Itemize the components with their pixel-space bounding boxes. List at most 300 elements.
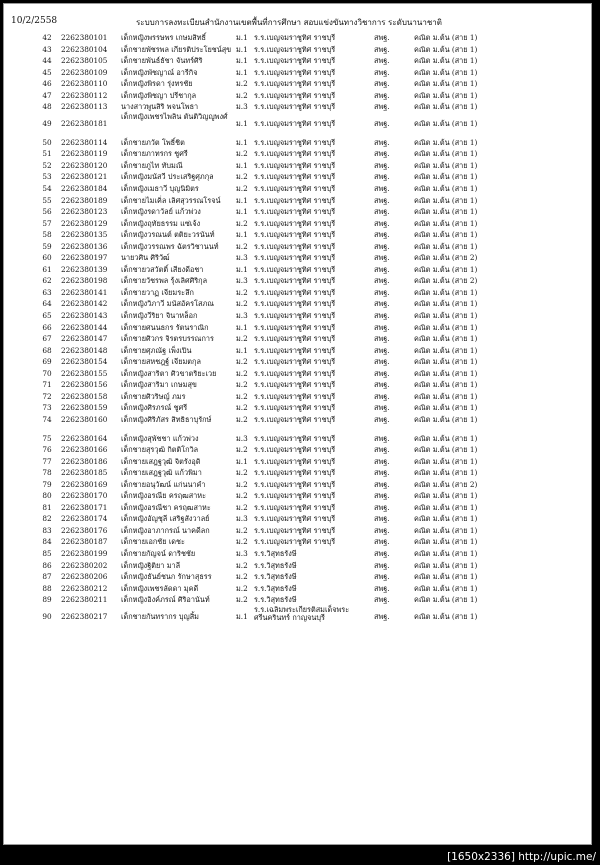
student-id: 2262380181 bbox=[61, 118, 108, 128]
student-id: 2262380136 bbox=[61, 241, 108, 251]
student-id: 2262380114 bbox=[61, 137, 108, 147]
class-level: ม.2 bbox=[236, 583, 248, 593]
class-level: ม.2 bbox=[236, 537, 248, 547]
subject-level: คณิต ม.ต้น (สาย 1) bbox=[414, 311, 478, 321]
area-office: สพฐ. bbox=[374, 230, 390, 240]
student-id: 2262380156 bbox=[61, 380, 108, 390]
student-name: เด็กหญิงเพชรไพลิน ตันติวิญญูพงศ์ bbox=[121, 111, 228, 121]
class-level: ม.2 bbox=[236, 391, 248, 401]
area-office: สพฐ. bbox=[374, 33, 390, 42]
student-id: 2262380176 bbox=[61, 525, 108, 535]
row-number: 66 bbox=[42, 322, 52, 332]
row-number: 84 bbox=[42, 537, 52, 547]
student-id: 2262380160 bbox=[61, 414, 108, 424]
subject-level: คณิต ม.ต้น (สาย 1) bbox=[414, 207, 478, 217]
class-level: ม.3 bbox=[236, 253, 248, 263]
subject-level: คณิต ม.ต้น (สาย 1) bbox=[414, 583, 478, 593]
student-name: เด็กชายวสวัตติ์ เสียงดีอชา bbox=[121, 264, 204, 274]
school-name: ร.ร.เบญจมราชูทิศ ราชบุรี bbox=[254, 118, 336, 128]
subject-level: คณิต ม.ต้น (สาย 1) bbox=[414, 160, 478, 170]
student-name: เด็กชายวาฏ เจียมระลึก bbox=[121, 287, 194, 297]
row-number: 74 bbox=[42, 414, 52, 424]
school-name: ร.ร.เบญจมราชูทิศ ราชบุรี bbox=[254, 276, 336, 286]
school-name: ร.ร.เบญจมราชูทิศ ราชบุรี bbox=[254, 299, 336, 309]
class-level: ม.2 bbox=[236, 79, 248, 89]
school-name: ร.ร.เบญจมราชูทิศ ราชบุรี bbox=[254, 514, 336, 524]
area-office: สพฐ. bbox=[374, 414, 390, 424]
subject-level: คณิต ม.ต้น (สาย 1) bbox=[414, 380, 478, 390]
class-level: ม.1 bbox=[236, 160, 248, 170]
school-name: ร.ร.เบญจมราชูทิศ ราชบุรี bbox=[254, 445, 336, 455]
area-office: สพฐ. bbox=[374, 525, 390, 535]
class-level: ม.1 bbox=[236, 345, 248, 355]
student-id: 2262380155 bbox=[61, 368, 108, 378]
student-id: 2262380148 bbox=[61, 345, 108, 355]
area-office: สพฐ. bbox=[374, 207, 390, 217]
subject-level: คณิต ม.ต้น (สาย 1) bbox=[414, 137, 478, 147]
student-id: 2262380198 bbox=[61, 276, 108, 286]
school-name: ร.ร.เบญจมราชูทิศ ราชบุรี bbox=[254, 230, 336, 240]
row-number: 79 bbox=[42, 479, 52, 489]
table-row bbox=[4, 67, 591, 79]
subject-level: คณิต ม.ต้น (สาย 1) bbox=[414, 102, 478, 112]
table-row bbox=[4, 44, 591, 56]
school-name: ร.ร.เบญจมราชูทิศ ราชบุรี bbox=[254, 264, 336, 274]
student-name: เด็กชายอนุวัฒน์ แก่นนาคำ bbox=[121, 479, 206, 489]
subject-level: คณิต ม.ต้น (สาย 1) bbox=[414, 537, 478, 547]
area-office: สพฐ. bbox=[374, 560, 390, 570]
area-office: สพฐ. bbox=[374, 118, 390, 128]
row-number: 83 bbox=[42, 525, 52, 535]
school-name: ร.ร.เบญจมราชูทิศ ราชบุรี bbox=[254, 195, 336, 205]
table-row bbox=[4, 298, 591, 310]
student-name: นายวศิน ศิริวัฒ์ bbox=[121, 253, 170, 263]
subject-level: คณิต ม.ต้น (สาย 1) bbox=[414, 264, 478, 274]
table-row bbox=[4, 456, 591, 468]
class-level: ม.1 bbox=[236, 33, 248, 42]
table-row bbox=[4, 229, 591, 241]
table-row bbox=[4, 310, 591, 322]
class-level: ม.2 bbox=[236, 414, 248, 424]
class-level: ม.2 bbox=[236, 502, 248, 512]
student-id: 2262380159 bbox=[61, 403, 108, 413]
row-number: 62 bbox=[42, 276, 52, 286]
school-name: ร.ร.เบญจมราชูทิศ ราชบุรี bbox=[254, 334, 336, 344]
student-name: เด็กหญิงอรณีย ครฤฒสาหะ bbox=[121, 491, 206, 501]
student-id: 2262380169 bbox=[61, 479, 108, 489]
area-office: สพฐ. bbox=[374, 583, 390, 593]
subject-level: คณิต ม.ต้น (สาย 1) bbox=[414, 368, 478, 378]
area-office: สพฐ. bbox=[374, 403, 390, 413]
subject-level: คณิต ม.ต้น (สาย 2) bbox=[414, 479, 478, 489]
area-office: สพฐ. bbox=[374, 195, 390, 205]
student-id: 2262380184 bbox=[61, 184, 108, 194]
row-number: 45 bbox=[42, 67, 52, 77]
row-number: 42 bbox=[42, 33, 52, 42]
class-level: ม.2 bbox=[236, 445, 248, 455]
subject-level: คณิต ม.ต้น (สาย 1) bbox=[414, 414, 478, 424]
table-row bbox=[4, 113, 591, 137]
student-name: เด็กชายกัญจน์ ดาริชชัย bbox=[121, 548, 196, 558]
student-id: 2262380206 bbox=[61, 572, 108, 582]
row-number: 57 bbox=[42, 218, 52, 228]
table-row bbox=[4, 379, 591, 391]
area-office: สพฐ. bbox=[374, 67, 390, 77]
row-number: 65 bbox=[42, 311, 52, 321]
subject-level: คณิต ม.ต้น (สาย 1) bbox=[414, 445, 478, 455]
class-level: ม.3 bbox=[236, 548, 248, 558]
class-level: ม.2 bbox=[236, 149, 248, 159]
image-watermark: [1650x2336] http://upic.me/ bbox=[447, 851, 596, 863]
table-row bbox=[4, 444, 591, 456]
school-name: ร.ร.เบญจมราชูทิศ ราชบุรี bbox=[254, 56, 336, 66]
school-name: ร.ร.เบญจมราชูทิศ ราชบุรี bbox=[254, 491, 336, 501]
row-number: 76 bbox=[42, 445, 52, 455]
school-name: ร.ร.เบญจมราชูทิศ ราชบุรี bbox=[254, 172, 336, 182]
student-id: 2262380202 bbox=[61, 560, 108, 570]
table-row bbox=[4, 195, 591, 207]
table-row bbox=[4, 171, 591, 183]
student-name: เด็กชายสุรวุฒิ กิตติโกวิล bbox=[121, 445, 199, 455]
student-id: 2262380141 bbox=[61, 287, 108, 297]
class-level: ม.1 bbox=[236, 264, 248, 274]
student-id: 2262380112 bbox=[61, 90, 108, 100]
student-id: 2262380154 bbox=[61, 357, 108, 367]
row-number: 72 bbox=[42, 391, 52, 401]
student-id: 2262380164 bbox=[61, 433, 108, 443]
class-level: ม.1 bbox=[236, 322, 248, 332]
table-row bbox=[4, 368, 591, 380]
school-name: ร.ร.เบญจมราชูทิศ ราชบุรี bbox=[254, 380, 336, 390]
school-name: ร.ร.เบญจมราชูทิศ ราชบุรี bbox=[254, 456, 336, 466]
table-row bbox=[4, 536, 591, 548]
row-number: 69 bbox=[42, 357, 52, 367]
student-name: เด็กหญิงมนัสวี ประเสริฐศุภกุล bbox=[121, 172, 214, 182]
row-number: 46 bbox=[42, 79, 52, 89]
student-name: เด็กชายภูไท ทับมณี bbox=[121, 160, 183, 170]
row-number: 58 bbox=[42, 230, 52, 240]
area-office: สพฐ. bbox=[374, 368, 390, 378]
school-name: ร.ร.เบญจมราชูทิศ ราชบุรี bbox=[254, 479, 336, 489]
student-id: 2262380109 bbox=[61, 67, 108, 77]
student-name: เด็กชายพันธ์ธัชา จันทร์ศิริ bbox=[121, 56, 203, 66]
area-office: สพฐ. bbox=[374, 502, 390, 512]
school-name: ร.ร.เบญจมราชูทิศ ราชบุรี bbox=[254, 414, 336, 424]
class-level: ม.2 bbox=[236, 357, 248, 367]
school-name: ร.ร.วิสุทธรังษี bbox=[254, 560, 297, 570]
student-id: 2262380199 bbox=[61, 548, 108, 558]
student-name: เด็กหญิงธันย์ชนก รักษาสุธรร bbox=[121, 572, 212, 582]
school-name: ร.ร.เบญจมราชูทิศ ราชบุรี bbox=[254, 79, 336, 89]
class-level: ม.2 bbox=[236, 572, 248, 582]
area-office: สพฐ. bbox=[374, 611, 390, 621]
class-level: ม.2 bbox=[236, 403, 248, 413]
school-name: ร.ร.เบญจมราชูทิศ ราชบุรี bbox=[254, 160, 336, 170]
student-name: เด็กชายพัชรพล เกียรติประโยชน์สุข bbox=[121, 44, 232, 54]
student-name: เด็กชายเอกชัย เดชะ bbox=[121, 537, 185, 547]
area-office: สพฐ. bbox=[374, 334, 390, 344]
subject-level: คณิต ม.ต้น (สาย 1) bbox=[414, 67, 478, 77]
school-name: ร.ร.เบญจมราชูทิศ ราชบุรี bbox=[254, 33, 336, 42]
subject-level: คณิต ม.ต้น (สาย 1) bbox=[414, 611, 478, 621]
class-level: ม.1 bbox=[236, 118, 248, 128]
student-name: เด็กหญิงฤทัยธรรม แซ่เจ้ง bbox=[121, 218, 201, 228]
school-name: ร.ร.เบญจมราชูทิศ ราชบุรี bbox=[254, 368, 336, 378]
row-number: 61 bbox=[42, 264, 52, 274]
subject-level: คณิต ม.ต้น (สาย 1) bbox=[414, 391, 478, 401]
subject-level: คณิต ม.ต้น (สาย 1) bbox=[414, 287, 478, 297]
table-row bbox=[4, 345, 591, 357]
school-name: ร.ร.เบญจมราชูทิศ ราชบุรี bbox=[254, 433, 336, 443]
area-office: สพฐ. bbox=[374, 253, 390, 263]
area-office: สพฐ. bbox=[374, 276, 390, 286]
row-number: 68 bbox=[42, 345, 52, 355]
table-row bbox=[4, 183, 591, 195]
row-number: 67 bbox=[42, 334, 52, 344]
student-name: เด็กหญิงอิงค์ภรณ์ ศิริอานันท์ bbox=[121, 595, 210, 605]
subject-level: คณิต ม.ต้น (สาย 1) bbox=[414, 230, 478, 240]
area-office: สพฐ. bbox=[374, 468, 390, 478]
subject-level: คณิต ม.ต้น (สาย 1) bbox=[414, 149, 478, 159]
subject-level: คณิต ม.ต้น (สาย 1) bbox=[414, 345, 478, 355]
area-office: สพฐ. bbox=[374, 322, 390, 332]
student-id: 2262380189 bbox=[61, 195, 108, 205]
student-id: 2262380142 bbox=[61, 299, 108, 309]
table-row bbox=[4, 525, 591, 537]
class-level: ม.3 bbox=[236, 311, 248, 321]
table-row bbox=[4, 594, 591, 606]
area-office: สพฐ. bbox=[374, 137, 390, 147]
subject-level: คณิต ม.ต้น (สาย 1) bbox=[414, 572, 478, 582]
school-name: ร.ร.เบญจมราชูทิศ ราชบุรี bbox=[254, 311, 336, 321]
subject-level: คณิต ม.ต้น (สาย 1) bbox=[414, 456, 478, 466]
area-office: สพฐ. bbox=[374, 391, 390, 401]
school-name: ร.ร.เบญจมราชูทิศ ราชบุรี bbox=[254, 357, 336, 367]
class-level: ม.1 bbox=[236, 56, 248, 66]
student-id: 2262380212 bbox=[61, 583, 108, 593]
row-number: 80 bbox=[42, 491, 52, 501]
area-office: สพฐ. bbox=[374, 433, 390, 443]
student-id: 2262380171 bbox=[61, 502, 108, 512]
table-row bbox=[4, 560, 591, 572]
area-office: สพฐ. bbox=[374, 491, 390, 501]
row-number: 81 bbox=[42, 502, 52, 512]
student-name: เด็กชายเสฎฐวุฒิ แก้วพิมา bbox=[121, 468, 202, 478]
table-row bbox=[4, 78, 591, 90]
class-level: ม.2 bbox=[236, 184, 248, 194]
row-number: 55 bbox=[42, 195, 52, 205]
student-id: 2262380217 bbox=[61, 611, 108, 621]
area-office: สพฐ. bbox=[374, 160, 390, 170]
table-row bbox=[4, 264, 591, 276]
table-row bbox=[4, 90, 591, 102]
student-id: 2262380139 bbox=[61, 264, 108, 274]
class-level: ม.3 bbox=[236, 102, 248, 112]
row-number: 90 bbox=[42, 611, 52, 621]
row-number: 77 bbox=[42, 456, 52, 466]
school-name: ร.ร.เบญจมราชูทิศ ราชบุรี bbox=[254, 391, 336, 401]
school-name: ร.ร.เบญจมราชูทิศ ราชบุรี bbox=[254, 403, 336, 413]
student-id: 2262380211 bbox=[61, 595, 108, 605]
class-level: ม.2 bbox=[236, 380, 248, 390]
row-number: 44 bbox=[42, 56, 52, 66]
table-row bbox=[4, 479, 591, 491]
row-number: 51 bbox=[42, 149, 52, 159]
row-number: 54 bbox=[42, 184, 52, 194]
subject-level: คณิต ม.ต้น (สาย 1) bbox=[414, 56, 478, 66]
row-number: 63 bbox=[42, 287, 52, 297]
student-id: 2262380197 bbox=[61, 253, 108, 263]
area-office: สพฐ. bbox=[374, 56, 390, 66]
subject-level: คณิต ม.ต้น (สาย 1) bbox=[414, 525, 478, 535]
school-name: ร.ร.เบญจมราชูทิศ ราชบุรี bbox=[254, 44, 336, 54]
student-id: 2262380120 bbox=[61, 160, 108, 170]
student-id: 2262380147 bbox=[61, 334, 108, 344]
row-number: 86 bbox=[42, 560, 52, 570]
area-office: สพฐ. bbox=[374, 299, 390, 309]
row-number: 56 bbox=[42, 207, 52, 217]
subject-level: คณิต ม.ต้น (สาย 1) bbox=[414, 491, 478, 501]
area-office: สพฐ. bbox=[374, 172, 390, 182]
subject-level: คณิต ม.ต้น (สาย 1) bbox=[414, 322, 478, 332]
row-number: 60 bbox=[42, 253, 52, 263]
area-office: สพฐ. bbox=[374, 44, 390, 54]
area-office: สพฐ. bbox=[374, 264, 390, 274]
student-name: เด็กหญิงพัชญาณ์ อารีกิจ bbox=[121, 67, 198, 77]
subject-level: คณิต ม.ต้น (สาย 1) bbox=[414, 172, 478, 182]
school-name: ร.ร.เบญจมราชูทิศ ราชบุรี bbox=[254, 184, 336, 194]
area-office: สพฐ. bbox=[374, 572, 390, 582]
table-row bbox=[4, 502, 591, 514]
row-number: 59 bbox=[42, 241, 52, 251]
area-office: สพฐ. bbox=[374, 79, 390, 89]
subject-level: คณิต ม.ต้น (สาย 1) bbox=[414, 334, 478, 344]
row-number: 73 bbox=[42, 403, 52, 413]
registration-table bbox=[4, 32, 591, 630]
school-name: ร.ร.เบญจมราชูทิศ ราชบุรี bbox=[254, 537, 336, 547]
student-name: เด็กหญิงศิรภรณ์ ชูศรี bbox=[121, 403, 188, 413]
school-name: ร.ร.เบญจมราชูทิศ ราชบุรี bbox=[254, 253, 336, 263]
student-id: 2262380123 bbox=[61, 207, 108, 217]
table-row bbox=[4, 391, 591, 403]
school-name: ร.ร.เบญจมราชูทิศ ราชบุรี bbox=[254, 207, 336, 217]
school-name: ร.ร.เบญจมราชูทิศ ราชบุรี bbox=[254, 468, 336, 478]
subject-level: คณิต ม.ต้น (สาย 1) bbox=[414, 184, 478, 194]
class-level: ม.2 bbox=[236, 595, 248, 605]
area-office: สพฐ. bbox=[374, 218, 390, 228]
subject-level: คณิต ม.ต้น (สาย 2) bbox=[414, 253, 478, 263]
student-name: เด็กชายเสฎฐวุฒิ จิตรังอุดิ bbox=[121, 456, 201, 466]
row-number: 47 bbox=[42, 90, 52, 100]
student-name: เด็กหญิงอรณีชา ครฤฒสาหะ bbox=[121, 502, 211, 512]
student-name: เด็กชายภาทรกร ชูศรี bbox=[121, 149, 188, 159]
area-office: สพฐ. bbox=[374, 456, 390, 466]
student-id: 2262380143 bbox=[61, 311, 108, 321]
area-office: สพฐ. bbox=[374, 345, 390, 355]
school-name: ร.ร.วิสุทธรังษี bbox=[254, 548, 297, 558]
row-number: 71 bbox=[42, 380, 52, 390]
class-level: ม.2 bbox=[236, 525, 248, 535]
area-office: สพฐ. bbox=[374, 445, 390, 455]
table-row bbox=[4, 55, 591, 67]
subject-level: คณิต ม.ต้น (สาย 1) bbox=[414, 560, 478, 570]
table-row bbox=[4, 606, 591, 630]
row-number: 64 bbox=[42, 299, 52, 309]
student-id: 2262380170 bbox=[61, 491, 108, 501]
area-office: สพฐ. bbox=[374, 537, 390, 547]
school-name: ร.ร.เฉลิมพระเกียรติสมเด็จพระศรีนครินทร์ กาญจนบุรี bbox=[254, 604, 350, 623]
student-name: เด็กชายศิวริษญ์ ภมร bbox=[121, 391, 186, 401]
table-row bbox=[4, 513, 591, 525]
school-name: ร.ร.เบญจมราชูทิศ ราชบุรี bbox=[254, 67, 336, 77]
subject-level: คณิต ม.ต้น (สาย 1) bbox=[414, 502, 478, 512]
class-level: ม.2 bbox=[236, 491, 248, 501]
subject-level: คณิต ม.ต้น (สาย 1) bbox=[414, 218, 478, 228]
class-level: ม.2 bbox=[236, 287, 248, 297]
table-row bbox=[4, 252, 591, 264]
row-number: 82 bbox=[42, 514, 52, 524]
table-row bbox=[4, 32, 591, 44]
student-id: 2262380110 bbox=[61, 79, 108, 89]
class-level: ม.2 bbox=[236, 334, 248, 344]
table-row bbox=[4, 206, 591, 218]
student-name: เด็กหญิงพิรดา รุ่งทรชัย bbox=[121, 79, 193, 89]
table-row bbox=[4, 241, 591, 253]
class-level: ม.1 bbox=[236, 137, 248, 147]
student-name: เด็กหญิงอาภากรณ์ นาคดีลก bbox=[121, 525, 210, 535]
student-name: เด็กชายศิวกร จิรตรบรรณการ bbox=[121, 334, 214, 344]
table-row bbox=[4, 467, 591, 479]
class-level: ม.1 bbox=[236, 44, 248, 54]
area-office: สพฐ. bbox=[374, 311, 390, 321]
subject-level: คณิต ม.ต้น (สาย 1) bbox=[414, 433, 478, 443]
student-name: เด็กชายศนนธกร รัตนราณิก bbox=[121, 322, 209, 332]
class-level: ม.2 bbox=[236, 218, 248, 228]
area-office: สพฐ. bbox=[374, 102, 390, 112]
row-number: 50 bbox=[42, 137, 52, 147]
student-name: เด็กหญิงวิภาวี มนัสอัครโสภณ bbox=[121, 299, 215, 309]
table-row bbox=[4, 275, 591, 287]
table-row bbox=[4, 287, 591, 299]
student-name: เด็กหญิงวรณนต์ ตติยะวรนันท์ bbox=[121, 230, 215, 240]
row-number: 43 bbox=[42, 44, 52, 54]
area-office: สพฐ. bbox=[374, 595, 390, 605]
student-id: 2262380174 bbox=[61, 514, 108, 524]
class-level: ม.3 bbox=[236, 276, 248, 286]
row-number: 75 bbox=[42, 433, 52, 443]
class-level: ม.1 bbox=[236, 611, 248, 621]
table-row bbox=[4, 402, 591, 414]
class-level: ม.3 bbox=[236, 514, 248, 524]
school-name: ร.ร.เบญจมราชูทิศ ราชบุรี bbox=[254, 149, 336, 159]
area-office: สพฐ. bbox=[374, 548, 390, 558]
table-row bbox=[4, 490, 591, 502]
subject-level: คณิต ม.ต้น (สาย 1) bbox=[414, 118, 478, 128]
student-name: เด็กชายสหชฎฐ์ เจียมตกุล bbox=[121, 357, 201, 367]
area-office: สพฐ. bbox=[374, 380, 390, 390]
student-id: 2262380135 bbox=[61, 230, 108, 240]
table-row bbox=[4, 218, 591, 230]
row-number: 53 bbox=[42, 172, 52, 182]
table-row bbox=[4, 571, 591, 583]
school-name: ร.ร.วิสุทธรังษี bbox=[254, 583, 297, 593]
student-name: เด็กหญิงเมธาวี บุญนิมิตร bbox=[121, 184, 199, 194]
student-id: 2262380158 bbox=[61, 391, 108, 401]
student-name: เด็กหญิงวรรณพร ฉัตรวิชานนท์ bbox=[121, 241, 219, 251]
class-level: ม.1 bbox=[236, 195, 248, 205]
class-level: ม.1 bbox=[236, 67, 248, 77]
row-number: 52 bbox=[42, 160, 52, 170]
